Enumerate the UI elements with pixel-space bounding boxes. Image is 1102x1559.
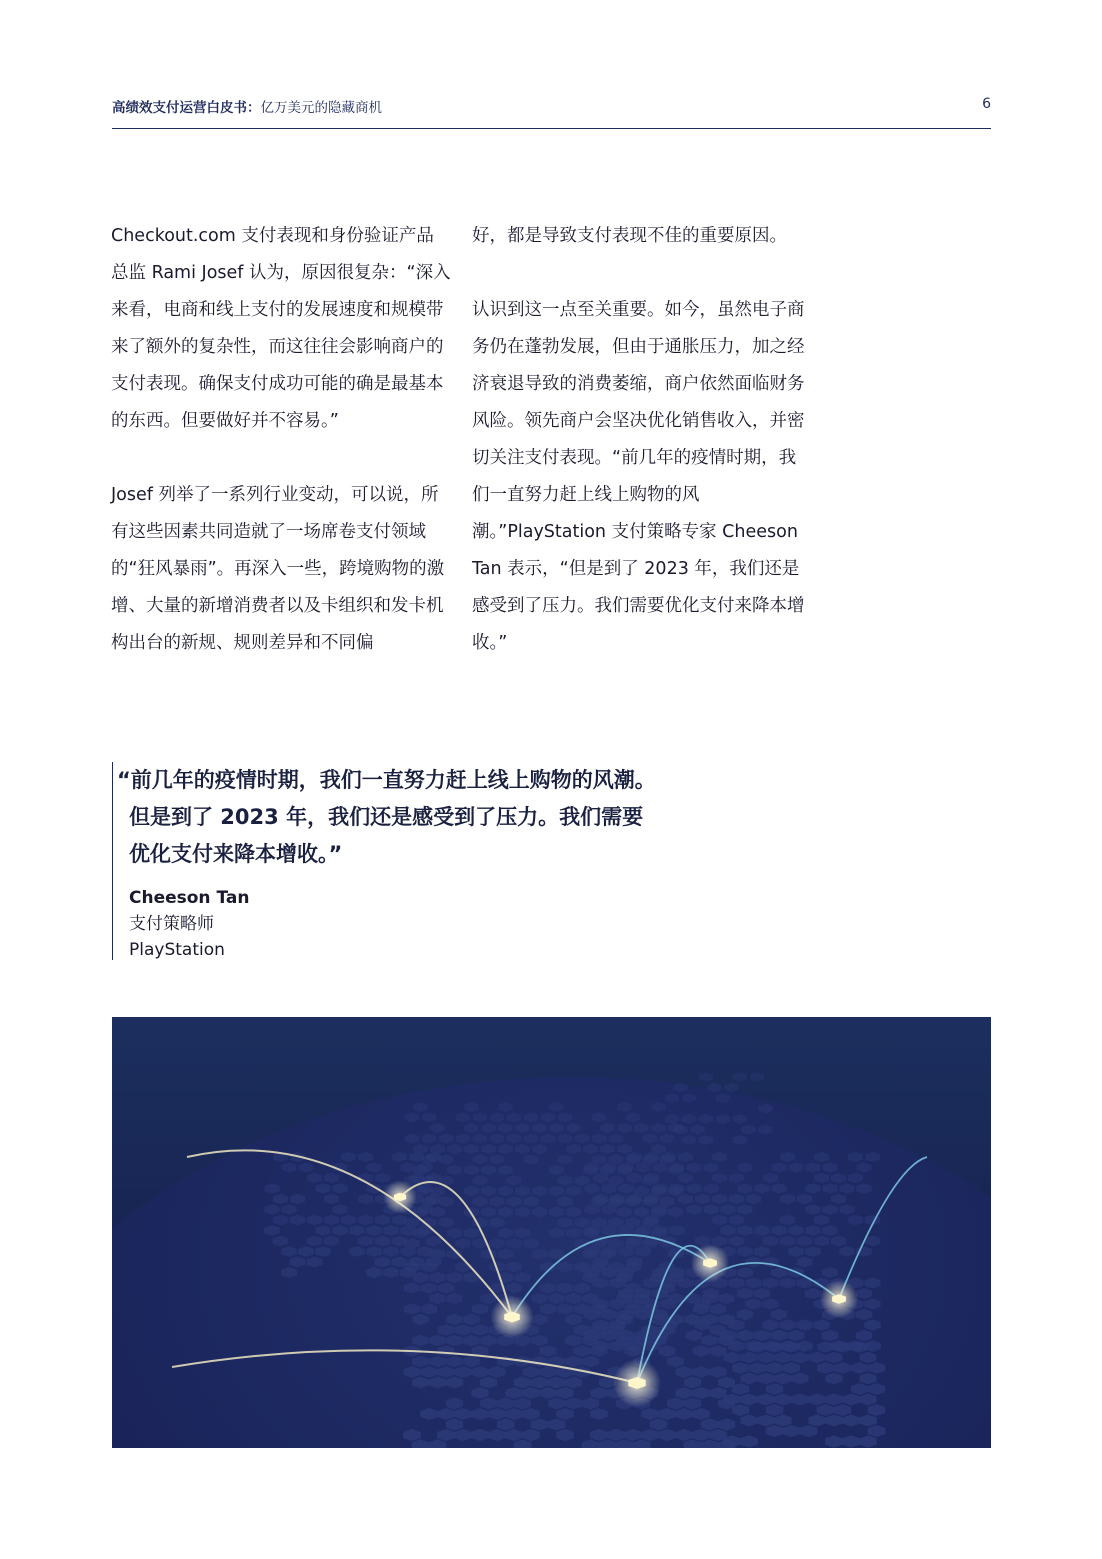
body-paragraph: 认识到这一点至关重要。如今，虽然电子商务仍在蓬勃发展，但由于通胀压力，加之经济衰退导致的消费萎缩，商户依然面临财务风险。领先商户会坚决优化销售收入，并密切关注支付表现。“前几年的疫情时期，我们一直努力赶上线上购物的风潮。”PlayStation 支付策略专家 Cheeson Tan 表示，“但是到了 2023 年，我们还是感受到了压力。我们需要优化支付来降本增收。” (472, 300, 805, 653)
pull-quote (112, 762, 713, 960)
globe-network-illustration (112, 1017, 991, 1448)
body-paragraph: 好，都是导致支付表现不佳的重要原因。 (472, 226, 787, 246)
pull-quote-line: “前几年的疫情时期，我们一直努力赶上线上购物的风潮。 (117, 768, 656, 792)
author-title: 支付策略师 (129, 914, 214, 934)
document-title (112, 96, 382, 116)
body-paragraph: Checkout.com 支付表现和身份验证产品总监 Rami Josef 认为，原因很复杂：“深入来看，电商和线上支付的发展速度和规模带来了额外的复杂性，而这往往会影响商户的支付表现。确保支付成功可能的确是最基本的东西。但要做好并不容易。” (111, 226, 451, 431)
body-column-left (111, 218, 451, 662)
author-name: Cheeson Tan (129, 888, 250, 908)
globe-network-icon (112, 1017, 991, 1448)
document-title-bold: 高绩效支付运营白皮书： (112, 100, 261, 116)
body-column-right (472, 218, 812, 662)
quote-attribution (129, 885, 249, 963)
pull-quote-text (117, 762, 707, 873)
page-header (112, 96, 991, 129)
author-company: PlayStation (129, 940, 225, 960)
pull-quote-line: 但是到了 2023 年，我们还是感受到了压力。我们需要 (129, 805, 644, 829)
document-title-rest: 亿万美元的隐藏商机 (260, 100, 382, 116)
body-paragraph: Josef 列举了一系列行业变动，可以说，所有这些因素共同造就了一场席卷支付领域的“狂风暴雨”。再深入一些，跨境购物的激增、大量的新增消费者以及卡组织和发卡机构出台的新规、规则差异和不同偏 (111, 485, 445, 653)
page-number: 6 (982, 96, 991, 112)
pull-quote-line: 优化支付来降本增收。” (129, 842, 343, 866)
